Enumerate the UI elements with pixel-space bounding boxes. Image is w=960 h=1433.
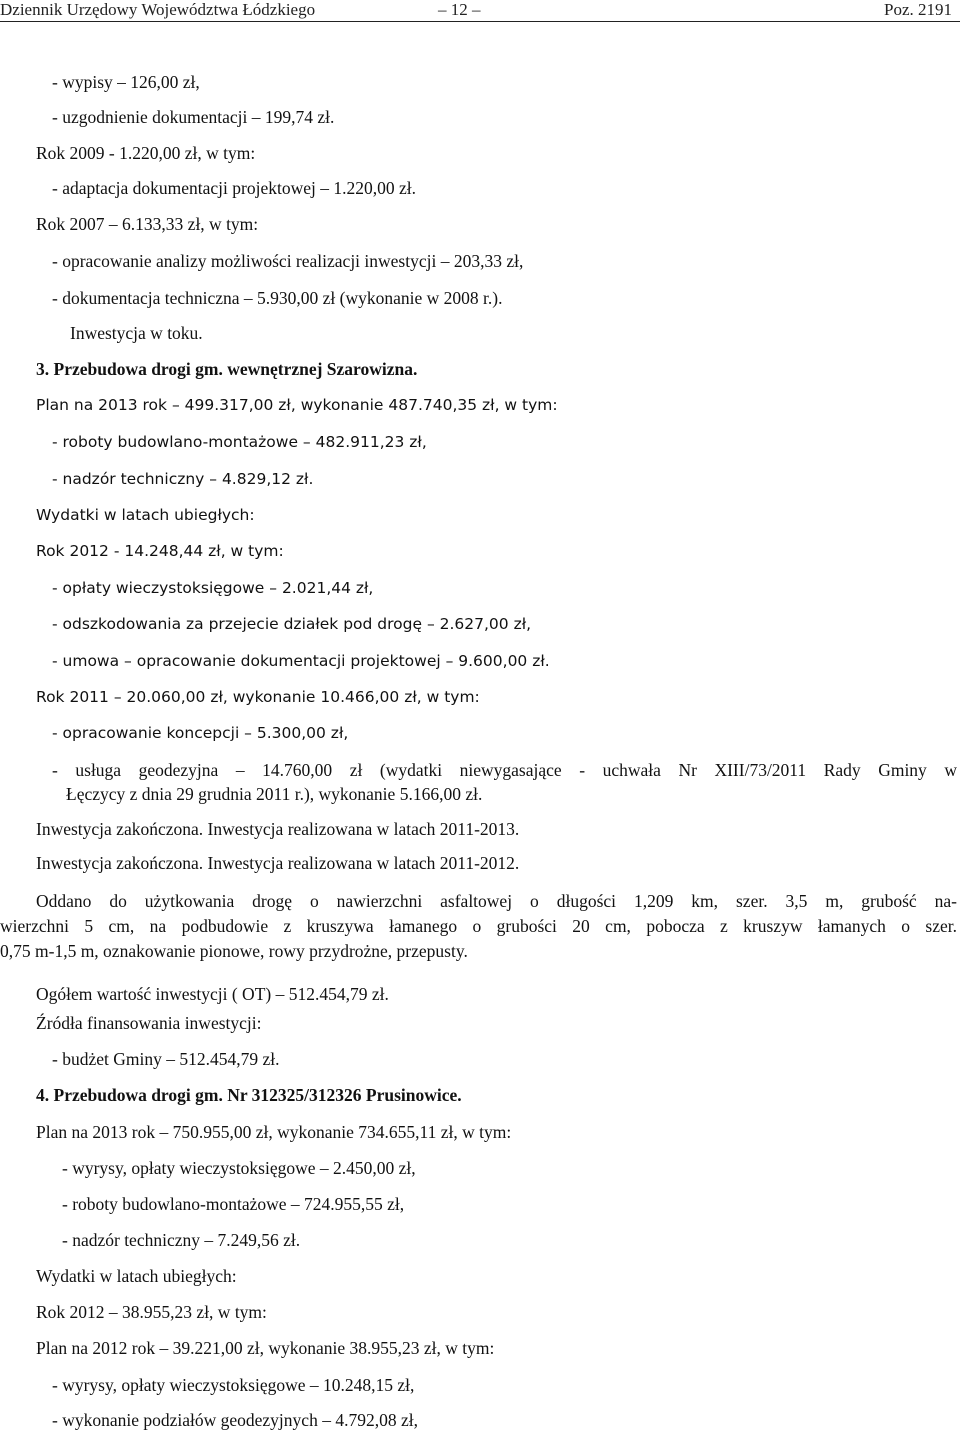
text-line: - roboty budowlano-montażowe – 482.911,23 zł, <box>52 433 427 451</box>
text-line: Rok 2012 – 38.955,23 zł, w tym: <box>36 1302 267 1322</box>
text-line: - wyrysy, opłaty wieczystoksięgowe – 10.248,15 zł, <box>52 1375 415 1395</box>
text-line: - dokumentacja techniczna – 5.930,00 zł (wykonanie w 2008 r.). <box>52 288 503 308</box>
text-line: - nadzór techniczny – 7.249,56 zł. <box>62 1230 301 1250</box>
paragraph-line-wrapper <box>0 915 957 937</box>
text-line: - budżet Gminy – 512.454,79 zł. <box>52 1049 280 1069</box>
text-line: - odszkodowania za przejecie działek pod drogę – 2.627,00 zł, <box>52 615 532 633</box>
text-line: - umowa – opracowanie dokumentacji projektowej – 9.600,00 zł. <box>52 652 550 670</box>
text-line: - wyrysy, opłaty wieczystoksięgowe – 2.450,00 zł, <box>62 1158 416 1178</box>
text-line-wrapped <box>52 759 957 781</box>
text-line: Wydatki w latach ubiegłych: <box>36 506 255 524</box>
text-line: - wypisy – 126,00 zł, <box>52 72 200 92</box>
text-line: Plan na 2013 rok – 750.955,00 zł, wykonanie 734.655,11 zł, w tym: <box>36 1122 512 1142</box>
text-line: - opracowanie koncepcji – 5.300,00 zł, <box>52 724 349 742</box>
journal-title: Dziennik Urzędowy Województwa Łódzkiego <box>0 0 316 19</box>
text-line: Ogółem wartość inwestycji ( OT) – 512.454,79 zł. <box>36 984 389 1004</box>
text-line: Inwestycja w toku. <box>70 323 203 343</box>
text-line: Rok 2009 - 1.220,00 zł, w tym: <box>36 143 256 163</box>
text-line: Źródła finansowania inwestycji: <box>36 1013 262 1033</box>
section-heading: 3. Przebudowa drogi gm. wewnętrznej Szarowizna. <box>36 359 418 379</box>
position-number: Poz. 2191 <box>884 0 952 19</box>
text-line: Inwestycja zakończona. Inwestycja realizowana w latach 2011-2012. <box>36 853 520 873</box>
text-line: Łęczycy z dnia 29 grudnia 2011 r.), wykonanie 5.166,00 zł. <box>66 784 483 804</box>
text-line: - adaptacja dokumentacji projektowej – 1.220,00 zł. <box>52 178 416 198</box>
header-divider <box>0 21 960 22</box>
text-line: Rok 2011 – 20.060,00 zł, wykonanie 10.466,00 zł, w tym: <box>36 688 480 706</box>
paragraph-line: wierzchni 5 cm, na podbudowie z kruszywa łamanego o grubości 20 cm, pobocza z kruszyw łamanych o szer. <box>0 916 957 936</box>
text-line: Plan na 2012 rok – 39.221,00 zł, wykonanie 38.955,23 zł, w tym: <box>36 1338 495 1358</box>
text-line: Plan na 2013 rok – 499.317,00 zł, wykonanie 487.740,35 zł, w tym: <box>36 396 558 414</box>
paragraph-line-wrapper <box>36 890 957 912</box>
text-line: Wydatki w latach ubiegłych: <box>36 1266 237 1286</box>
text-line: Rok 2007 – 6.133,33 zł, w tym: <box>36 214 259 234</box>
text-line: - nadzór techniczny – 4.829,12 zł. <box>52 470 314 488</box>
paragraph-line: 0,75 m-1,5 m, oznakowanie pionowe, rowy przydrożne, przepusty. <box>0 941 468 961</box>
section-heading: 4. Przebudowa drogi gm. Nr 312325/312326 Prusinowice. <box>36 1085 462 1105</box>
text-line: - roboty budowlano-montażowe – 724.955,55 zł, <box>62 1194 405 1214</box>
text-line: - opłaty wieczystoksięgowe – 2.021,44 zł, <box>52 579 374 597</box>
text-line: - uzgodnienie dokumentacji – 199,74 zł. <box>52 107 335 127</box>
page-number: – 12 – <box>438 0 481 19</box>
paragraph-line: Oddano do użytkowania drogę o nawierzchni asfaltowej o długości 1,209 km, szer. 3,5 m, grubość na- <box>36 891 957 911</box>
text-line: Inwestycja zakończona. Inwestycja realizowana w latach 2011-2013. <box>36 819 520 839</box>
text-line: Rok 2012 - 14.248,44 zł, w tym: <box>36 542 284 560</box>
text-line: - usługa geodezyjna – 14.760,00 zł (wydatki niewygasające - uchwała Nr XIII/73/2011 Rady Gminy w <box>52 760 957 780</box>
text-line: - opracowanie analizy możliwości realizacji inwestycji – 203,33 zł, <box>52 251 524 271</box>
text-line: - wykonanie podziałów geodezyjnych – 4.792,08 zł, <box>52 1410 418 1430</box>
page-header <box>0 0 960 20</box>
